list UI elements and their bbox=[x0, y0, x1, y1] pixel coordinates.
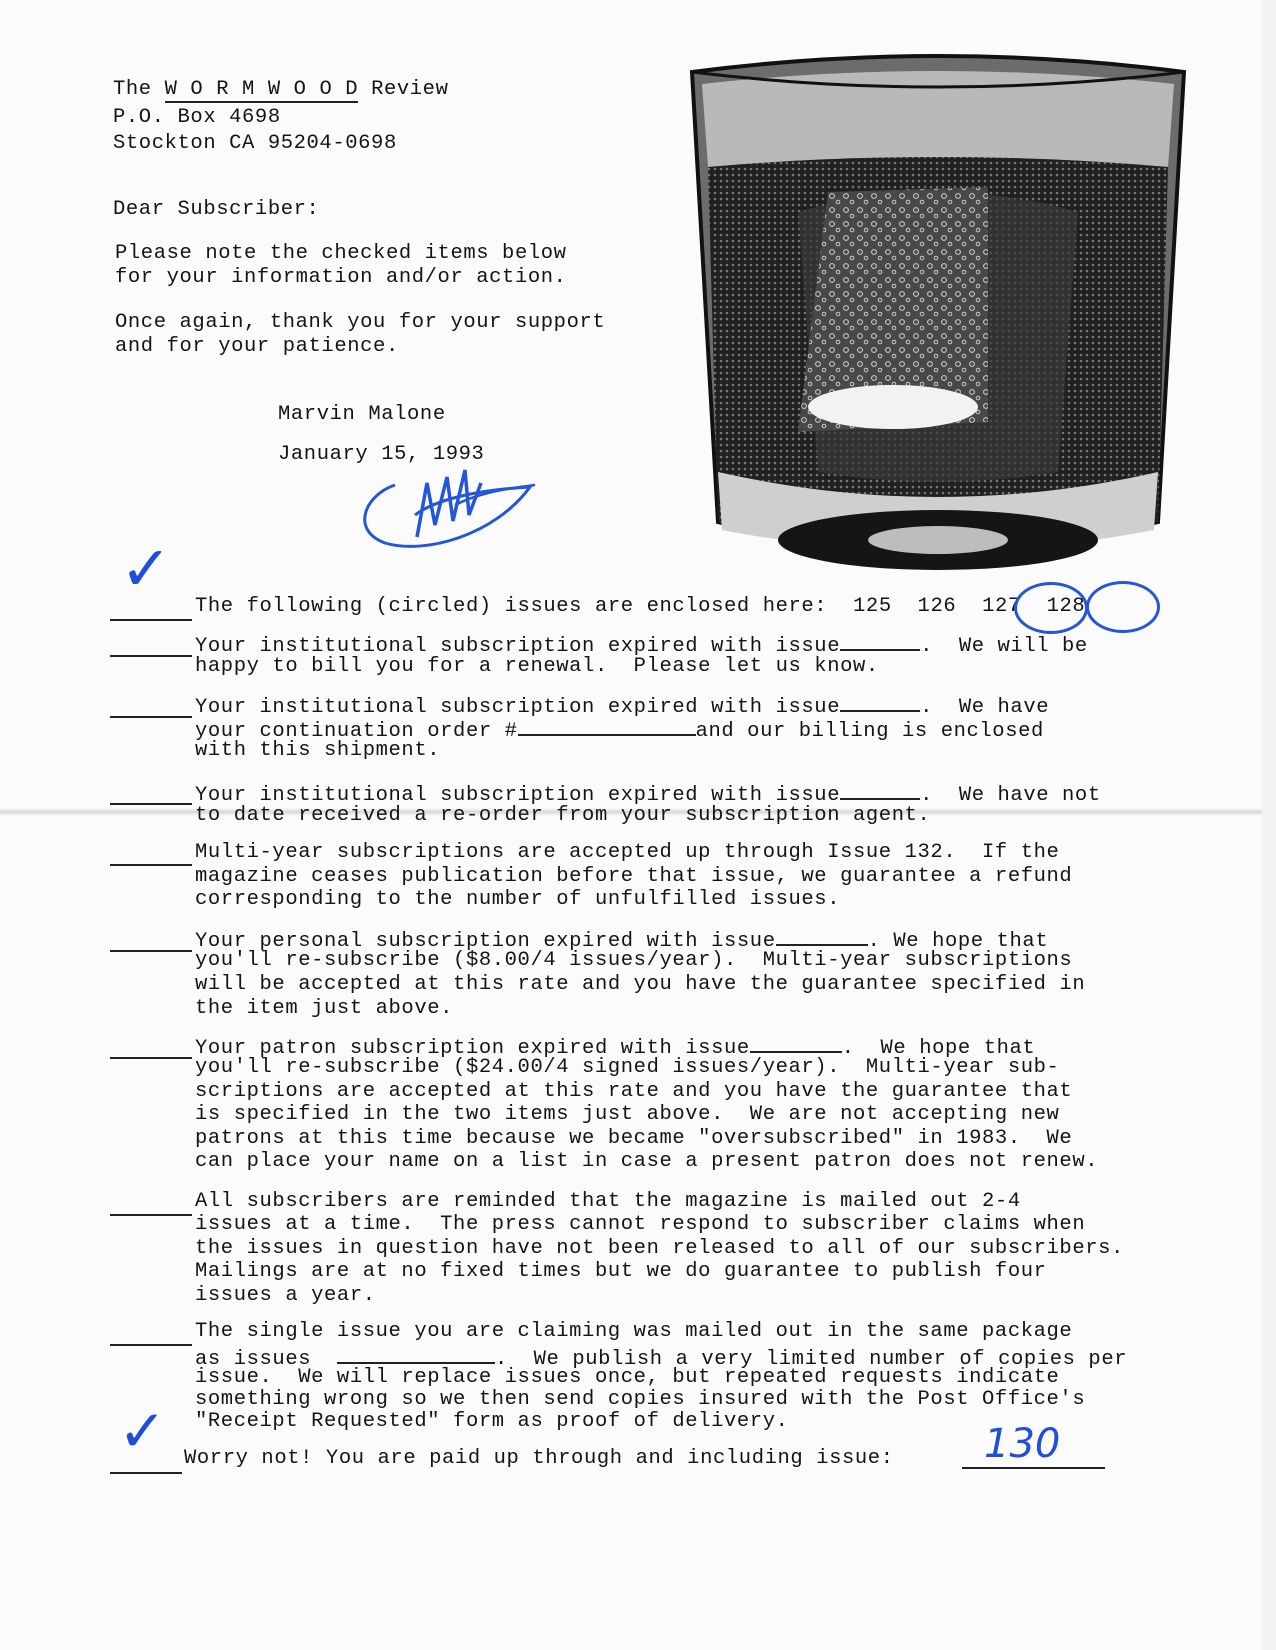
blank-order-number[interactable] bbox=[518, 716, 696, 736]
issue-127: 127 bbox=[982, 595, 1021, 618]
blank-issue-item6[interactable] bbox=[776, 926, 868, 946]
item3-line2: your continuation order # and our billing is enclosed bbox=[195, 716, 1044, 744]
item7-line6: can place your name on a list in case a present patron does not renew. bbox=[195, 1150, 1099, 1173]
para2-line2: and for your patience. bbox=[115, 335, 399, 358]
item6-line1: Your personal subscription expired with issue . We hope that bbox=[195, 926, 1048, 954]
item6-line4: the item just above. bbox=[195, 997, 454, 1020]
signer-name: Marvin Malone bbox=[278, 403, 446, 426]
circle-issue-128 bbox=[1086, 581, 1160, 633]
masthead-prefix: The bbox=[113, 78, 152, 101]
item2-line2: happy to bill you for a renewal. Please let us know. bbox=[195, 655, 879, 678]
checkbox-line-item6[interactable] bbox=[110, 950, 192, 952]
item6-line2: you'll re-subscribe ($8.00/4 issues/year). Multi-year subscriptions bbox=[195, 949, 1073, 972]
checkbox-line-item3[interactable] bbox=[110, 716, 192, 718]
item9-line1: The single issue you are claiming was mailed out in the same package bbox=[195, 1320, 1073, 1343]
item7-line5: patrons at this time because we became "oversubscribed" in 1983. We bbox=[195, 1127, 1073, 1150]
item7-line1: Your patron subscription expired with issue . We hope that bbox=[195, 1033, 1035, 1061]
checkbox-line-item5[interactable] bbox=[110, 864, 192, 866]
item8-line4: Mailings are at no fixed times but we do guarantee to publish four bbox=[195, 1260, 1047, 1283]
circle-issue-127 bbox=[1014, 582, 1088, 634]
greeting: Dear Subscriber: bbox=[113, 198, 320, 221]
checkbox-line-item4[interactable] bbox=[110, 803, 192, 805]
item10-text: Worry not! You are paid up through and including issue: bbox=[184, 1447, 894, 1470]
issue-128: 128 bbox=[1046, 595, 1086, 618]
item6-line3: will be accepted at this rate and you have the guarantee specified in bbox=[195, 973, 1086, 996]
item3-line3: with this shipment. bbox=[195, 739, 441, 762]
checkbox-line-item2[interactable] bbox=[110, 655, 192, 657]
address-line-2: Stockton CA 95204-0698 bbox=[113, 132, 397, 155]
blank-issues-item9[interactable] bbox=[337, 1344, 495, 1364]
item9-line4: something wrong so we then send copies insured with the Post Office's bbox=[195, 1388, 1086, 1411]
item4-line2: to date received a re-order from your subscription agent. bbox=[195, 804, 931, 827]
blank-issue-item4[interactable] bbox=[840, 780, 920, 800]
item3-line1: Your institutional subscription expired with issue . We have bbox=[195, 692, 1049, 720]
letter-date: January 15, 1993 bbox=[278, 443, 485, 466]
masthead bbox=[113, 78, 448, 102]
item8-line5: issues a year. bbox=[195, 1284, 376, 1307]
item4-line1: Your institutional subscription expired with issue . We have not bbox=[195, 780, 1101, 808]
glass-of-water-illustration bbox=[688, 52, 1188, 592]
paid-through-issue-line[interactable] bbox=[962, 1467, 1105, 1469]
item2-line1: Your institutional subscription expired with issue . We will be bbox=[195, 631, 1088, 659]
check-mark-item1: ✓ bbox=[120, 532, 172, 605]
checkbox-line-item7[interactable] bbox=[110, 1057, 192, 1059]
handwritten-paid-issue: 130 bbox=[984, 1421, 1061, 1467]
item8-line2: issues at a time. The press cannot respond to subscriber claims when bbox=[195, 1213, 1086, 1236]
item5-line2: magazine ceases publication before that issue, we guarantee a refund bbox=[195, 865, 1073, 888]
address-line-1: P.O. Box 4698 bbox=[113, 106, 281, 129]
masthead-title: W O R M W O O D bbox=[164, 78, 359, 101]
checkbox-line-item9[interactable] bbox=[110, 1344, 192, 1346]
checkbox-line-item10[interactable] bbox=[110, 1472, 182, 1474]
blank-issue-item2[interactable] bbox=[840, 631, 920, 651]
item1-text bbox=[195, 595, 1085, 619]
para1-line2: for your information and/or action. bbox=[115, 266, 567, 289]
handwritten-signature bbox=[355, 455, 545, 555]
item8-line1: All subscribers are reminded that the magazine is mailed out 2-4 bbox=[195, 1190, 1021, 1213]
item5-line1: Multi-year subscriptions are accepted up through Issue 132. If the bbox=[195, 841, 1060, 864]
item7-line2: you'll re-subscribe ($24.00/4 signed issues/year). Multi-year sub- bbox=[195, 1056, 1060, 1079]
issue-125: 125 bbox=[853, 595, 892, 618]
issue-126: 126 bbox=[917, 595, 957, 618]
para2-line1: Once again, thank you for your support bbox=[115, 311, 606, 334]
check-mark-item10: ✓ bbox=[118, 1397, 167, 1465]
item7-line4: is specified in the two items just above. We are not accepting new bbox=[195, 1103, 1060, 1126]
masthead-suffix: Review bbox=[371, 78, 449, 101]
item7-line3: scriptions are accepted at this rate and you have the guarantee that bbox=[195, 1080, 1073, 1103]
blank-issue-item3[interactable] bbox=[840, 692, 920, 712]
item1-label: The following (circled) issues are enclosed here: bbox=[195, 595, 828, 618]
item5-line3: corresponding to the number of unfulfilled issues. bbox=[195, 888, 841, 911]
checkbox-line-item1[interactable] bbox=[110, 619, 192, 621]
blank-issue-item7[interactable] bbox=[750, 1033, 842, 1053]
item9-line3: issue. We will replace issues once, but repeated requests indicate bbox=[195, 1366, 1060, 1389]
para1-line1: Please note the checked items below bbox=[115, 242, 567, 265]
item9-line2: as issues . We publish a very limited number of copies per bbox=[195, 1344, 1127, 1372]
checkbox-line-item8[interactable] bbox=[110, 1214, 192, 1216]
item9-line5: "Receipt Requested" form as proof of delivery. bbox=[195, 1410, 789, 1433]
item8-line3: the issues in question have not been released to all of our subscribers. bbox=[195, 1237, 1124, 1260]
